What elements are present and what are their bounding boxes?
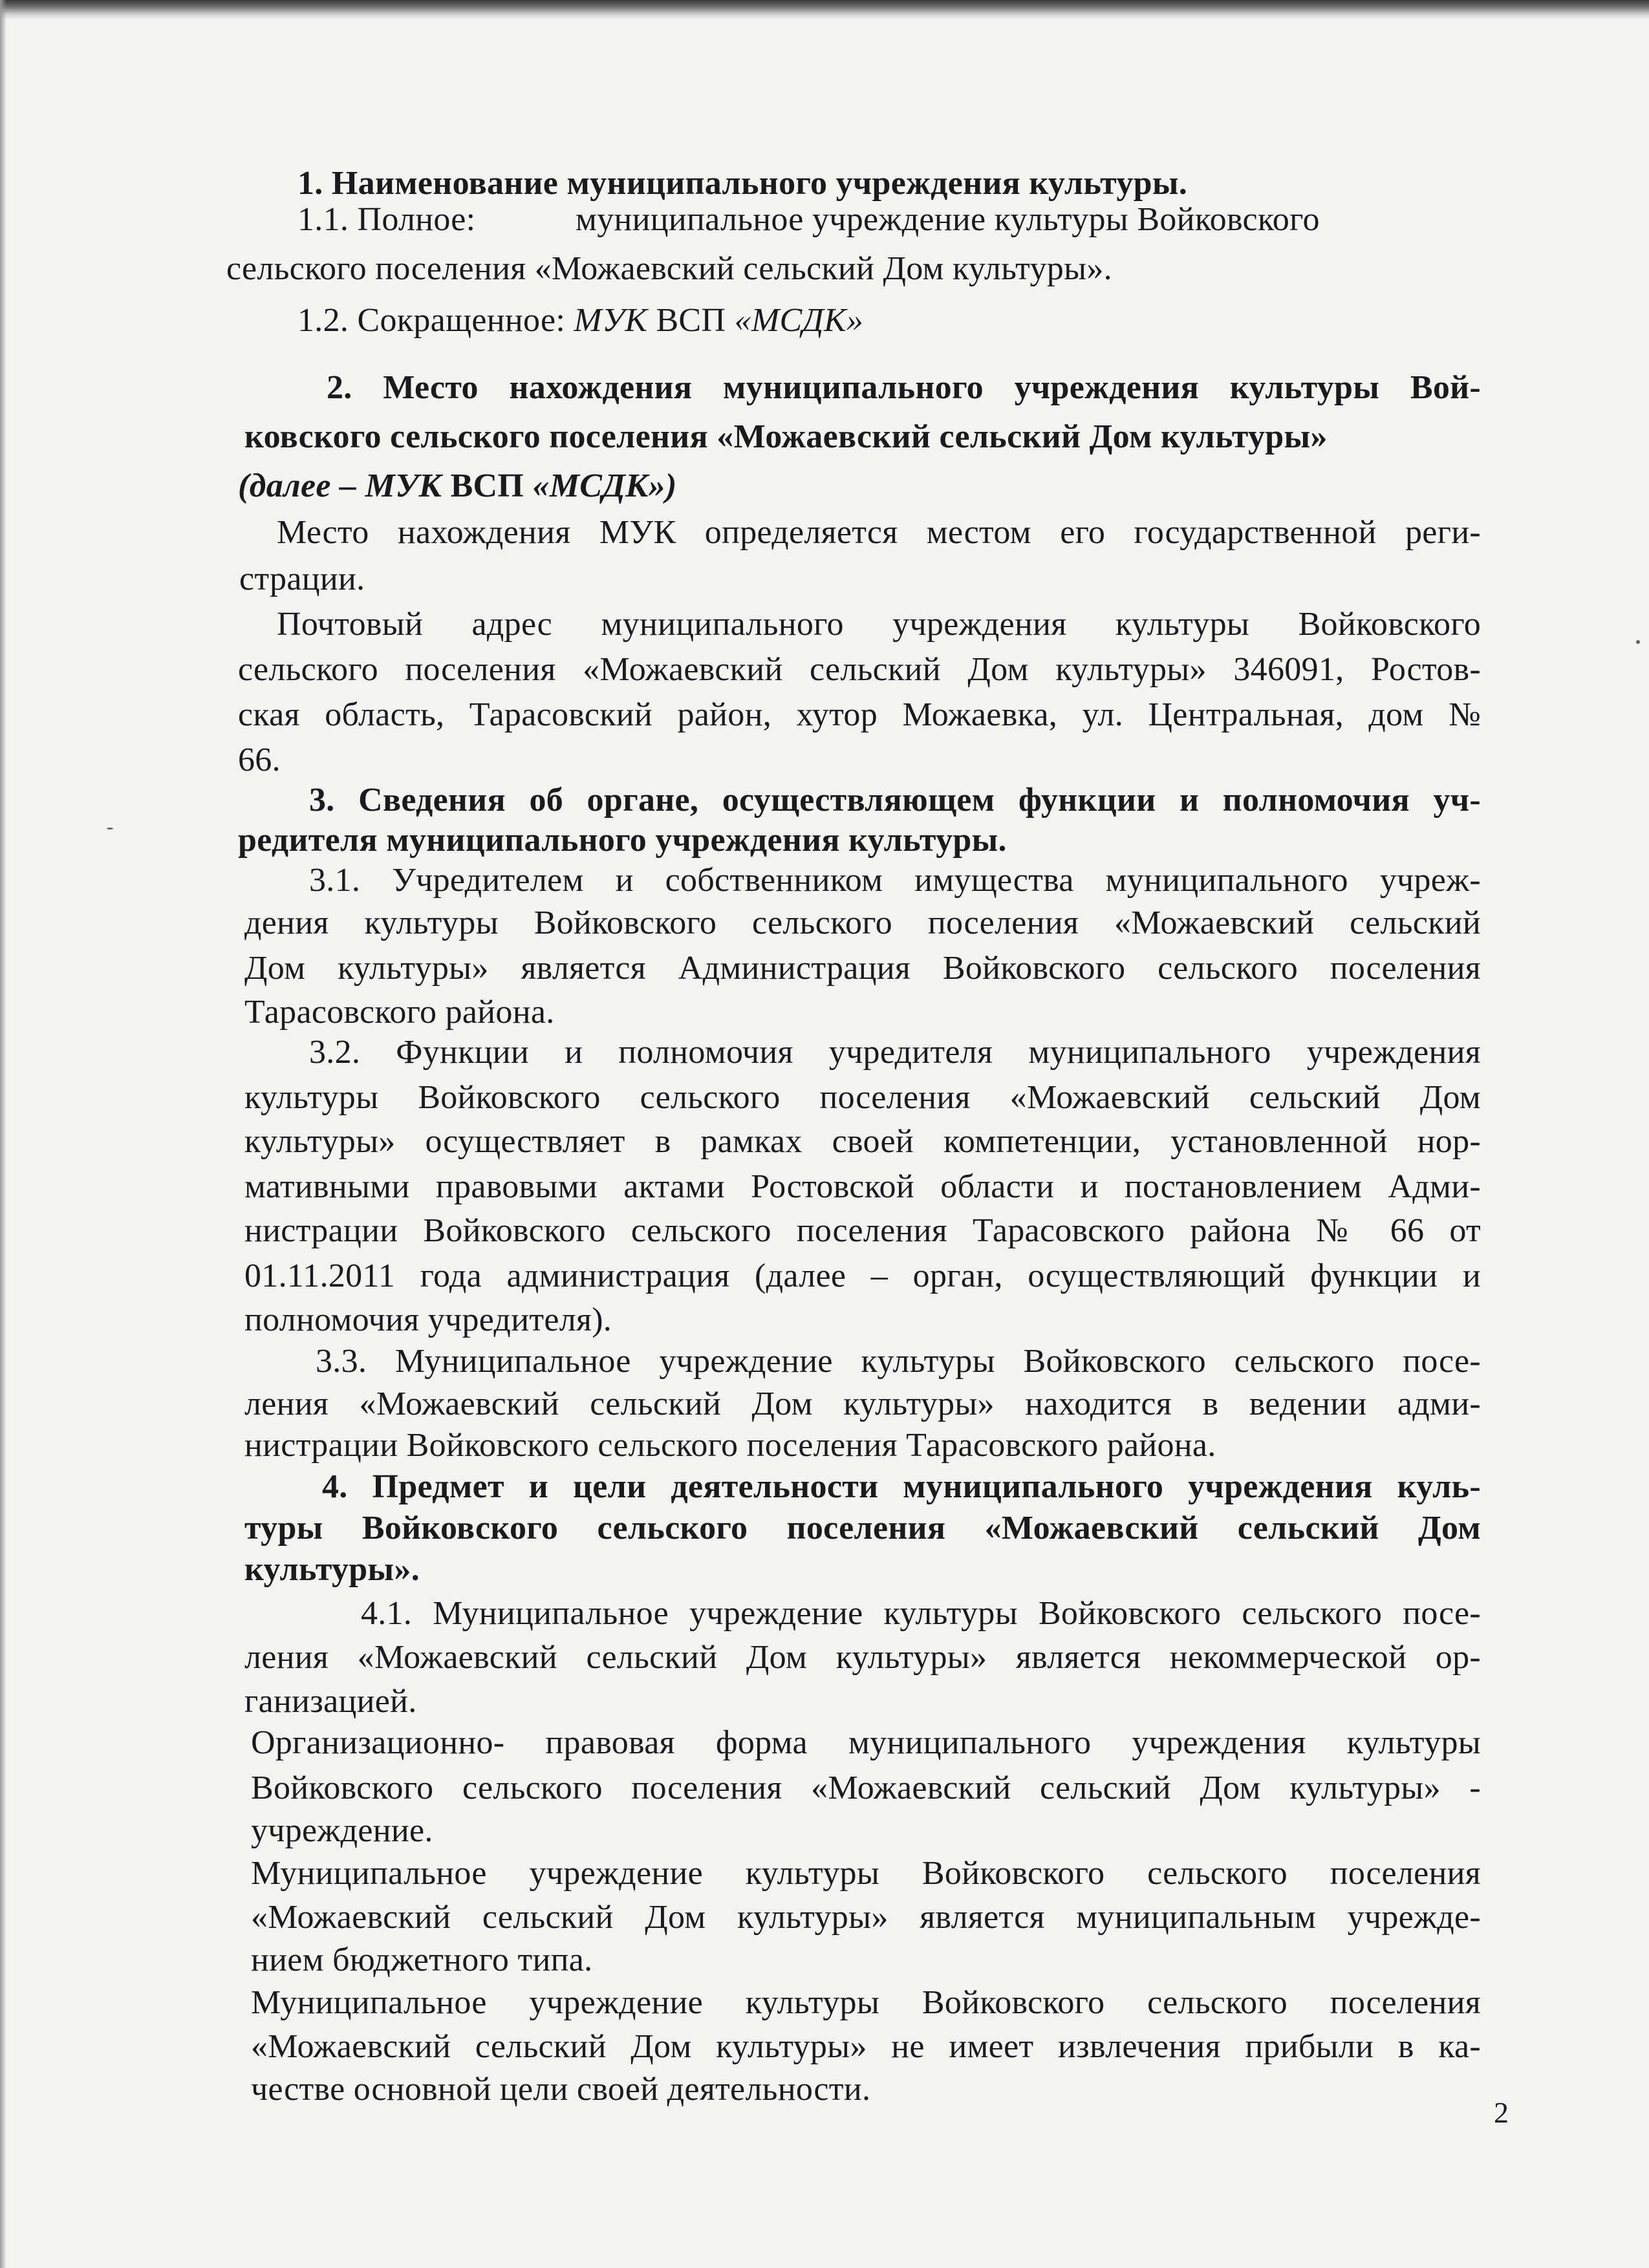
item-1-2-abbr-c: «МСДК»: [734, 302, 864, 339]
section-2-heading-line-2: ковского сельского поселения «Можаевский сельский Дом культуры»: [244, 418, 1328, 455]
section-4-profit-line-2: «Можаевский сельский Дом культуры» не имеет извлечения прибыли в ка-: [251, 2028, 1481, 2065]
section-3-3-line-3: нистрации Войковского сельского поселения Тарасовского района.: [244, 1427, 1216, 1464]
section-4-form-line-2: Войковского сельского поселения «Можаевский сельский Дом культуры» -: [251, 1770, 1481, 1806]
section-2-heading-line-1: 2. Место нахождения муниципального учреждения культуры Вой-: [327, 369, 1481, 406]
section-3-1-line-1: 3.1. Учредителем и собственником имущества муниципального учреж-: [309, 862, 1481, 899]
section-4-profit-line-3: честве основной цели своей деятельности.: [251, 2071, 871, 2108]
item-1-1-value: муниципальное учреждение культуры Войковского: [576, 201, 1320, 238]
page-number: 2: [1494, 2096, 1509, 2129]
section-4-1-line-1: 4.1. Муниципальное учреждение культуры Войковского сельского посе-: [361, 1595, 1481, 1632]
section-4-1-line-3: ганизацией.: [244, 1683, 417, 1720]
section-3-1-line-4: Тарасовского района.: [244, 994, 555, 1031]
scan-speck: [1636, 640, 1640, 644]
section-3-1-line-3: Дом культуры» является Администрация Войковского сельского поселения: [244, 950, 1481, 987]
item-1-2-abbr-b: ВСП: [656, 302, 726, 339]
section-2-heading-line-3-c: «МСДК»): [532, 467, 677, 504]
section-4-1-line-2: ления «Можаевский сельский Дом культуры» является некоммерческой ор-: [244, 1639, 1481, 1676]
section-2-para-1-line-1: Место нахождения МУК определяется местом его государственной реги-: [277, 514, 1481, 551]
section-4-form-line-3: учреждение.: [251, 1812, 433, 1849]
section-4-heading-line-3: культуры».: [244, 1551, 420, 1588]
section-3-2-line-4: мативными правовыми актами Ростовской области и постановлением Адми-: [244, 1168, 1481, 1205]
section-4-form-line-1: Организационно- правовая форма муниципального учреждения культуры: [251, 1724, 1481, 1761]
section-3-3-line-2: ления «Можаевский сельский Дом культуры» находится в ведении адми-: [244, 1385, 1481, 1422]
section-2-para-2-line-4: 66.: [238, 742, 281, 778]
section-2-para-2-line-1: Почтовый адрес муниципального учреждения культуры Войковского: [277, 606, 1481, 643]
section-3-2-line-5: нистрации Войковского сельского поселения Тарасовского района № 66 от: [244, 1212, 1481, 1249]
item-1-1-continuation: сельского поселения «Можаевский сельский Дом культуры».: [226, 250, 1112, 287]
section-4-heading-line-2: туры Войковского сельского поселения «Можаевский сельский Дом: [244, 1510, 1481, 1546]
section-2-heading-line-3: [238, 465, 677, 507]
section-2-para-2-line-3: ская область, Тарасовский район, хутор Можаевка, ул. Центральная, дом №: [238, 696, 1481, 733]
section-2-heading-line-3-a: (далее – МУК: [238, 467, 442, 504]
section-3-2-line-6: 01.11.2011 года администрация (далее – орган, осуществляющий функции и: [244, 1257, 1481, 1294]
section-3-2-line-2: культуры Войковского сельского поселения «Можаевский сельский Дом: [244, 1079, 1481, 1116]
section-3-heading-line-2: редителя муниципального учреждения культуры.: [238, 822, 1007, 859]
section-3-2-line-1: 3.2. Функции и полномочия учредителя муниципального учреждения: [309, 1034, 1481, 1071]
section-4-profit-line-1: Муниципальное учреждение культуры Войковского сельского поселения: [251, 1984, 1481, 2021]
section-3-heading-line-1: 3. Сведения об органе, осуществляющем функции и полномочия уч-: [309, 782, 1481, 818]
section-3-2-line-3: культуры» осуществляет в рамках своей компетенции, установленной нор-: [244, 1123, 1481, 1160]
section-2-para-2-line-2: сельского поселения «Можаевский сельский Дом культуры» 346091, Ростов-: [238, 651, 1481, 688]
section-3-2-line-7: полномочия учредителя).: [244, 1301, 612, 1338]
section-1-heading: 1. Наименование муниципального учреждения культуры.: [297, 165, 1188, 202]
section-3-3-line-1: 3.3. Муниципальное учреждение культуры Войковского сельского посе-: [316, 1343, 1481, 1380]
section-2-heading-line-3-b: ВСП: [450, 467, 524, 504]
scan-speck: [107, 828, 113, 829]
section-4-budget-line-2: «Можаевский сельский Дом культуры» является муниципальным учрежде-: [251, 1899, 1481, 1936]
item-1-2-abbr-a: МУК: [574, 302, 648, 339]
section-3-1-line-2: дения культуры Войковского сельского поселения «Можаевский сельский: [244, 904, 1481, 941]
section-2-para-1-line-2: страции.: [239, 561, 365, 597]
item-1-1-label: 1.1. Полное:: [297, 201, 476, 238]
section-4-heading-line-1: 4. Предмет и цели деятельности муниципального учреждения куль-: [322, 1468, 1481, 1505]
section-4-budget-line-3: нием бюджетного типа.: [251, 1942, 593, 1978]
item-1-2: [297, 300, 863, 341]
section-4-budget-line-1: Муниципальное учреждение культуры Войковского сельского поселения: [251, 1855, 1481, 1892]
item-1-2-label: 1.2. Сокращенное:: [297, 302, 566, 339]
